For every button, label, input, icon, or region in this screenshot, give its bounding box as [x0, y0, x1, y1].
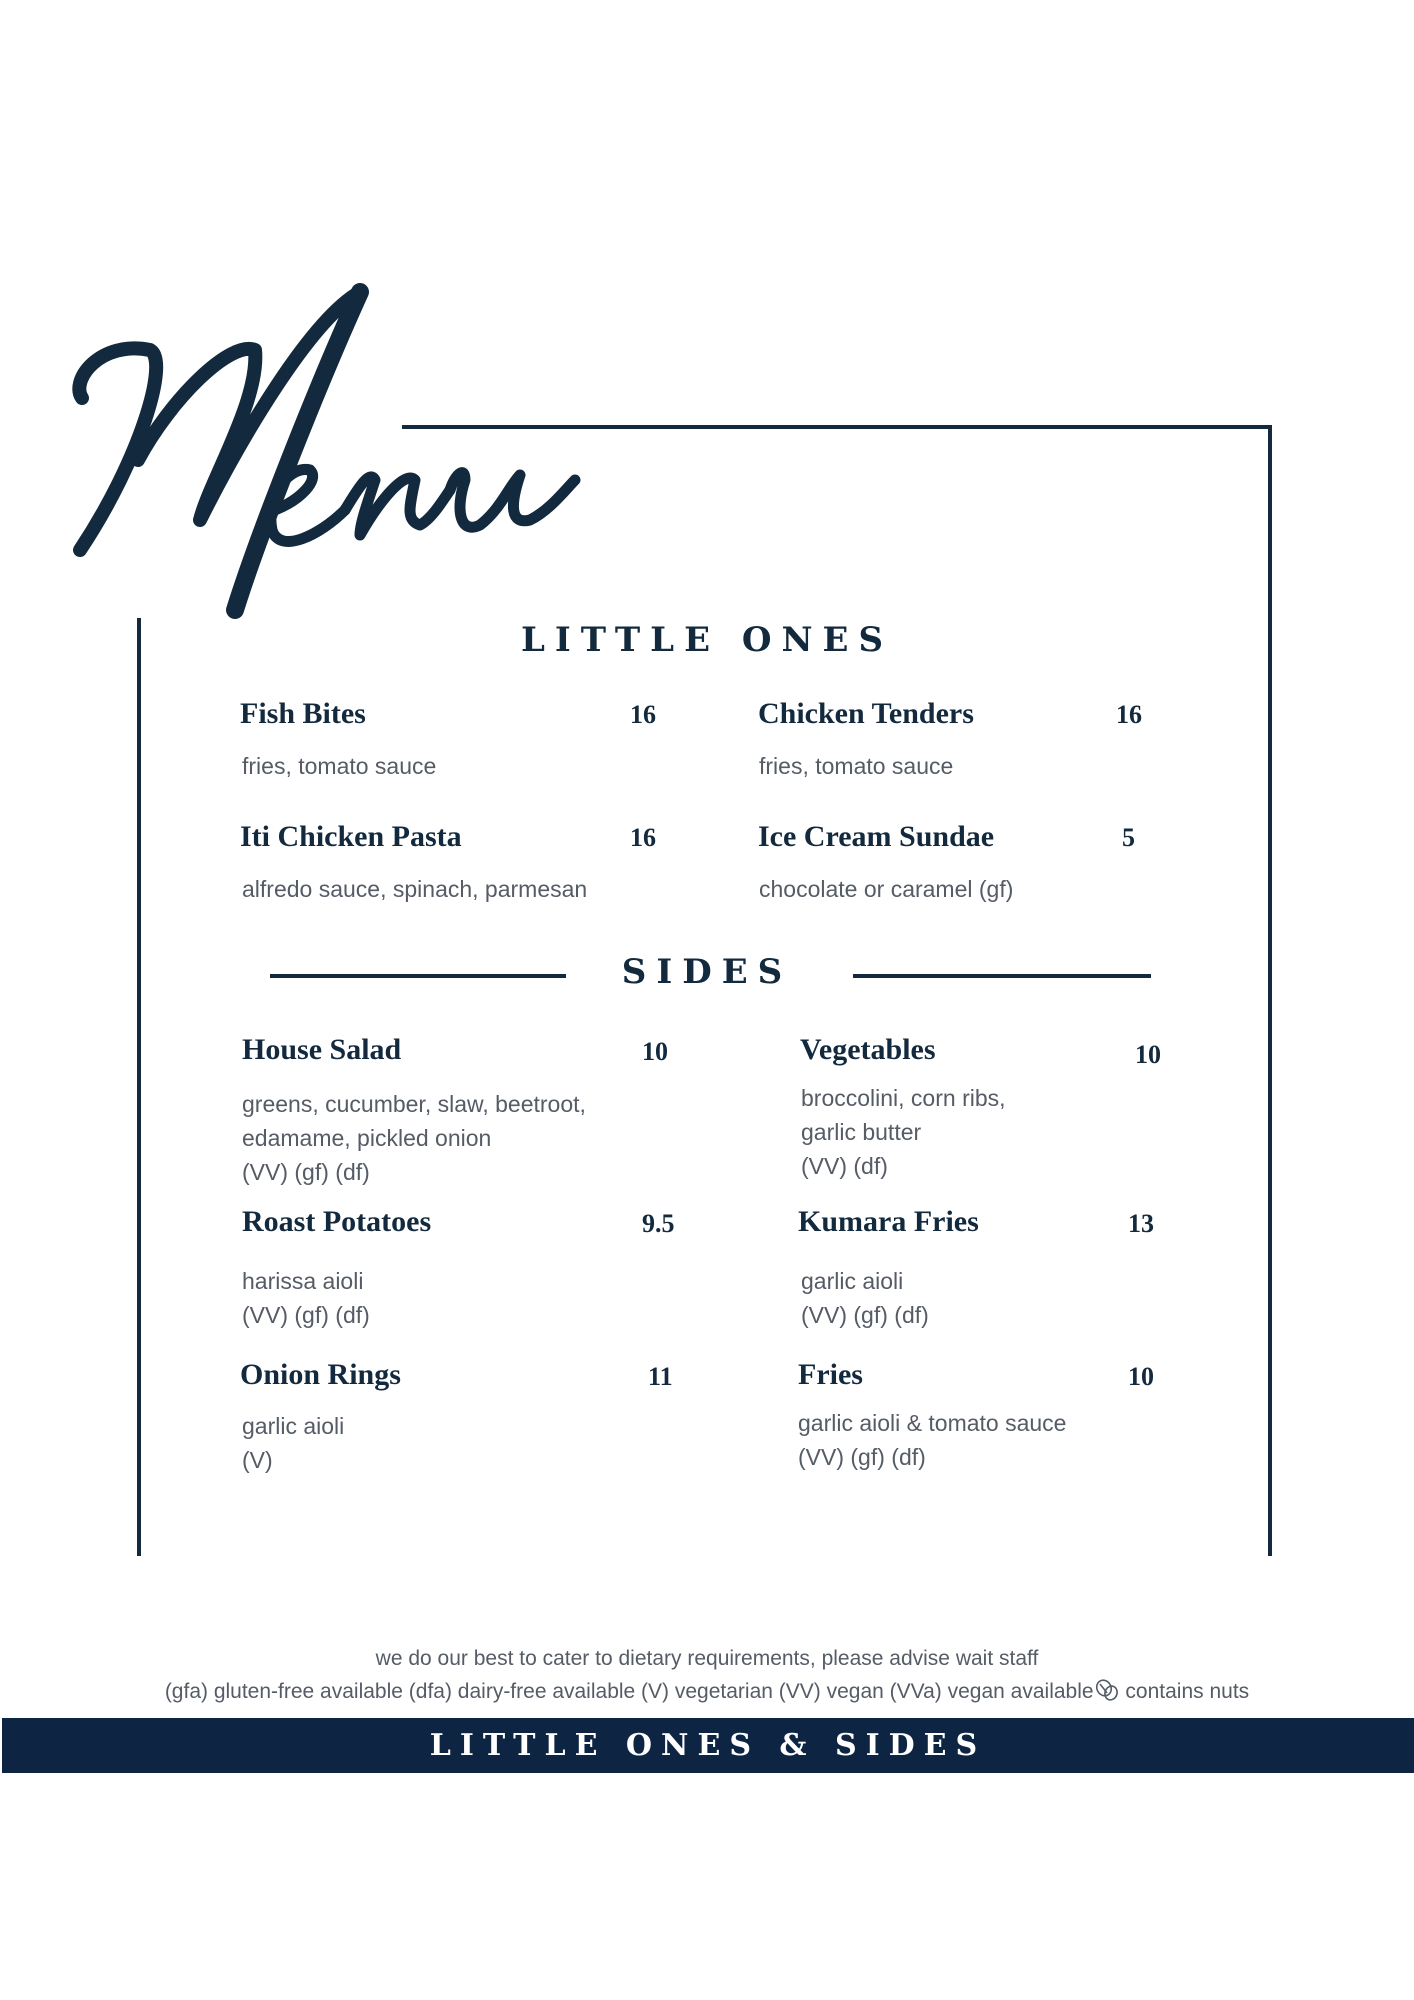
item-desc-vegetables: broccolini, corn ribs, garlic butter (VV) (df): [801, 1085, 1006, 1179]
item-name-vegetables: Vegetables: [800, 1033, 936, 1066]
item-price-ice-cream-sundae: 5: [1122, 823, 1135, 852]
item-price-fries: 10: [1128, 1362, 1154, 1391]
frame-left-line: [137, 618, 141, 1556]
item-price-kumara-fries: 13: [1128, 1209, 1154, 1238]
item-name-onion-rings: Onion Rings: [240, 1358, 401, 1391]
item-desc-ice-cream-sundae: chocolate or caramel (gf): [759, 876, 1014, 902]
item-name-fries: Fries: [798, 1358, 863, 1391]
item-name-ice-cream-sundae: Ice Cream Sundae: [758, 820, 995, 853]
dietary-legend: [0, 1678, 1414, 1704]
item-price-chicken-tenders: 16: [1116, 700, 1142, 729]
item-price-vegetables: 10: [1135, 1040, 1161, 1069]
menu-script-title: [60, 280, 620, 620]
item-desc-fries: garlic aioli & tomato sauce (VV) (gf) (df): [798, 1410, 1067, 1470]
item-name-kumara-fries: Kumara Fries: [798, 1205, 979, 1238]
nut-icon: [1094, 1678, 1120, 1702]
item-desc-house-salad: greens, cucumber, slaw, beetroot, edamame, pickled onion (VV) (gf) (df): [242, 1091, 586, 1185]
item-name-fish-bites: Fish Bites: [240, 697, 366, 730]
item-price-onion-rings: 11: [648, 1362, 673, 1391]
item-desc-iti-chicken-pasta: alfredo sauce, spinach, parmesan: [242, 876, 588, 902]
item-desc-fish-bites: fries, tomato sauce: [242, 753, 437, 779]
item-desc-roast-potatoes: harissa aioli (VV) (gf) (df): [242, 1268, 370, 1328]
item-price-iti-chicken-pasta: 16: [630, 823, 656, 852]
footer-banner: LITTLE ONES & SIDES: [2, 1718, 1414, 1773]
item-name-house-salad: House Salad: [242, 1033, 402, 1066]
item-price-roast-potatoes: 9.5: [642, 1209, 675, 1238]
sides-heading: SIDES: [621, 952, 793, 992]
item-name-iti-chicken-pasta: Iti Chicken Pasta: [240, 820, 462, 853]
item-desc-chicken-tenders: fries, tomato sauce: [759, 753, 954, 779]
little-ones-heading: LITTLE ONES: [520, 620, 894, 660]
dietary-legend-text: (gfa) gluten-free available (dfa) dairy-free available (V) vegetarian (VV) vegan (VVa) vegan available: [164, 1680, 1094, 1703]
item-price-fish-bites: 16: [630, 700, 656, 729]
contains-nuts-text: contains nuts: [1119, 1680, 1250, 1703]
item-price-house-salad: 10: [642, 1037, 668, 1066]
dietary-note: we do our best to cater to dietary requirements, please advise wait staff: [375, 1647, 1039, 1670]
svg-text:Menu: Menu: [60, 280, 63, 281]
item-name-roast-potatoes: Roast Potatoes: [242, 1205, 432, 1238]
item-desc-onion-rings: garlic aioli (V): [242, 1413, 345, 1473]
item-name-chicken-tenders: Chicken Tenders: [758, 697, 974, 730]
item-desc-kumara-fries: garlic aioli (VV) (gf) (df): [801, 1268, 929, 1328]
